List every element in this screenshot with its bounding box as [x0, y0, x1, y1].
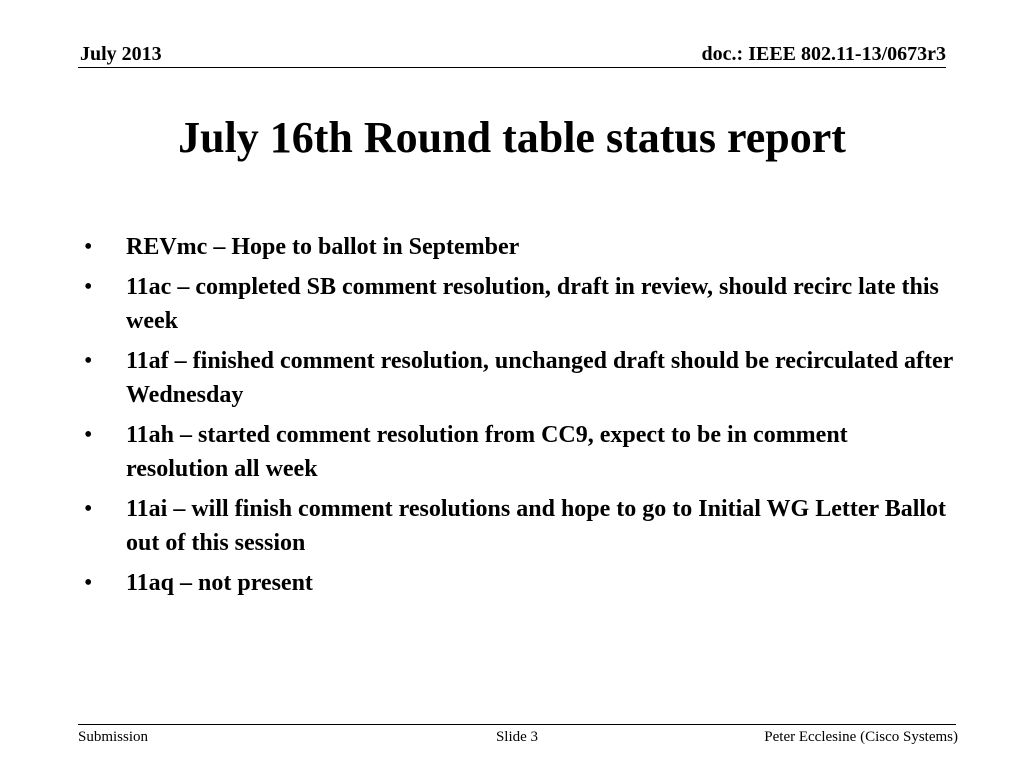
bullet-item-revmc	[84, 230, 954, 264]
bullet-dot-icon: •	[84, 234, 93, 260]
header-divider	[78, 67, 946, 68]
footer-submission: Submission	[78, 729, 149, 745]
bullet-text: REVmc – Hope to ballot in September	[126, 234, 520, 260]
bullet-item-11af	[84, 344, 954, 412]
bullet-item-11aq	[84, 566, 954, 600]
bullet-list	[84, 230, 954, 606]
header-date: July 2013	[80, 43, 162, 65]
bullet-text: 11ai – will finish comment resolutions and hope to go to Initial WG Letter Ballot out of this session	[126, 496, 947, 556]
bullet-text: 11ac – completed SB comment resolution, draft in review, should recirc late this week	[126, 274, 939, 334]
header-doc-id: doc.: IEEE 802.11-13/0673r3	[701, 43, 946, 65]
bullet-dot-icon: •	[84, 348, 93, 374]
bullet-text: 11aq – not present	[126, 570, 313, 596]
bullet-item-11ah	[84, 418, 954, 486]
bullet-item-11ai	[84, 492, 954, 560]
footer-divider	[78, 724, 956, 725]
bullet-dot-icon: •	[84, 422, 93, 448]
slide-title: July 16th Round table status report	[178, 113, 846, 162]
footer-author: Peter Ecclesine (Cisco Systems)	[764, 729, 958, 745]
bullet-item-11ac	[84, 270, 954, 338]
bullet-text: 11ah – started comment resolution from CC9, expect to be in comment resolution all week	[126, 422, 848, 482]
footer-slide-number: Slide 3	[495, 729, 539, 745]
bullet-dot-icon: •	[84, 496, 93, 522]
bullet-dot-icon: •	[84, 570, 93, 596]
bullet-dot-icon: •	[84, 274, 93, 300]
bullet-text: 11af – finished comment resolution, unchanged draft should be recirculated after Wednesday	[126, 348, 953, 408]
